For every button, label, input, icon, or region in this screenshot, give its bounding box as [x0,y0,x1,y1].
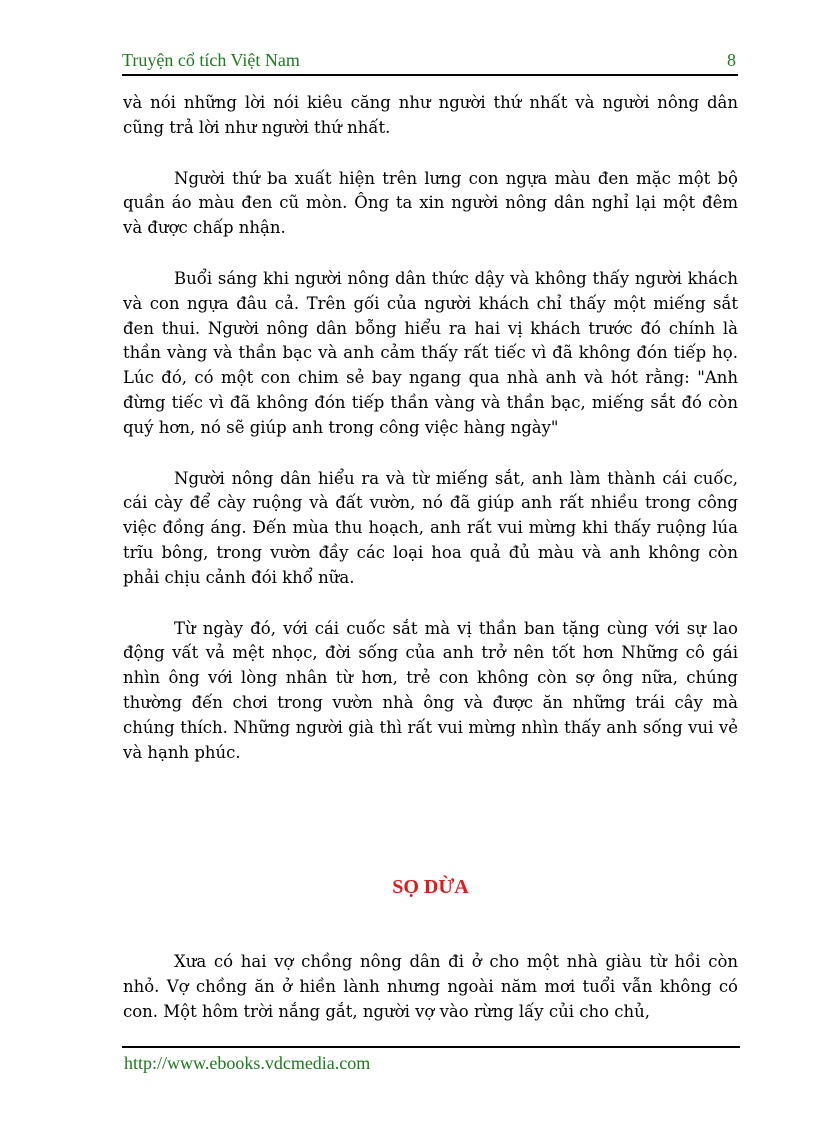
paragraph: Người thứ ba xuất hiện trên lưng con ngựa màu đen mặc một bộ quần áo màu đen cũ mòn. Ông ta xin người nông dân nghỉ lại một đêm và được chấp nhận. [123,168,738,238]
book-title: Truyện cổ tích Việt Nam [122,50,300,70]
story-body [123,91,738,791]
paragraph: Xưa có hai vợ chồng nông dân đi ở cho một nhà giàu từ hồi còn nhỏ. Vợ chồng ăn ở hiền lành nhưng ngoài năm mơi tuổi vẫn không có con. Một hôm trời nắng gắt, người vợ vào rừng lấy củi cho chủ, [123,952,738,1021]
page-header [122,50,738,76]
paragraph: và nói những lời nói kiêu căng như người thứ nhất và người nông dân cũng trả lời như người thứ nhất. [123,93,738,137]
new-story-body [123,950,738,1050]
page-number: 8 [727,50,736,70]
paragraph: Từ ngày đó, với cái cuốc sắt mà vị thần ban tặng cùng với sự lao động vất vả mệt nhọc, đời sống của anh trở nên tốt hơn Những cô gái nhìn ông với lòng nhân từ hơn, trẻ con không còn sợ ông nữa, chúng thường đến chơi trong vườn nhà ông và được ăn những trái cây mà chúng thích. Những người già thì rất vui mừng nhìn thấy anh sống vui vẻ và hạnh phúc. [123,618,738,762]
paragraph: Người nông dân hiểu ra và từ miếng sắt, anh làm thành cái cuốc, cái cày để cày ruộng và đất vườn, nó đã giúp anh rất nhiều trong công việc đồng áng. Đến mùa thu hoạch, anh rất vui mừng khi thấy ruộng lúa trĩu bông, trong vườn đầy các loại hoa quả đủ màu và anh không còn phải chịu cảnh đói khổ nữa. [123,468,738,587]
paragraph: Buổi sáng khi người nông dân thức dậy và không thấy người khách và con ngựa đâu cả. Trên gối của người khách chỉ thấy một miếng sắt đen thui. Người nông dân bỗng hiểu ra hai vị khách trước đó chính là thần vàng và thần bạc và anh cảm thấy rất tiếc vì đã không đón tiếp họ. Lúc đó, có một con chim sẻ bay ngang qua nhà anh và hót rằng: "Anh đừng tiếc vì đã không đón tiếp thần vàng và thần bạc, miếng sắt đó còn quý hơn, nó sẽ giúp anh trong công việc hàng ngày" [123,268,738,437]
footer-link[interactable]: http://www.ebooks.vdcmedia.com [124,1053,371,1073]
footer-divider [122,1046,740,1048]
story-title: SỌ DỪA [392,876,469,898]
